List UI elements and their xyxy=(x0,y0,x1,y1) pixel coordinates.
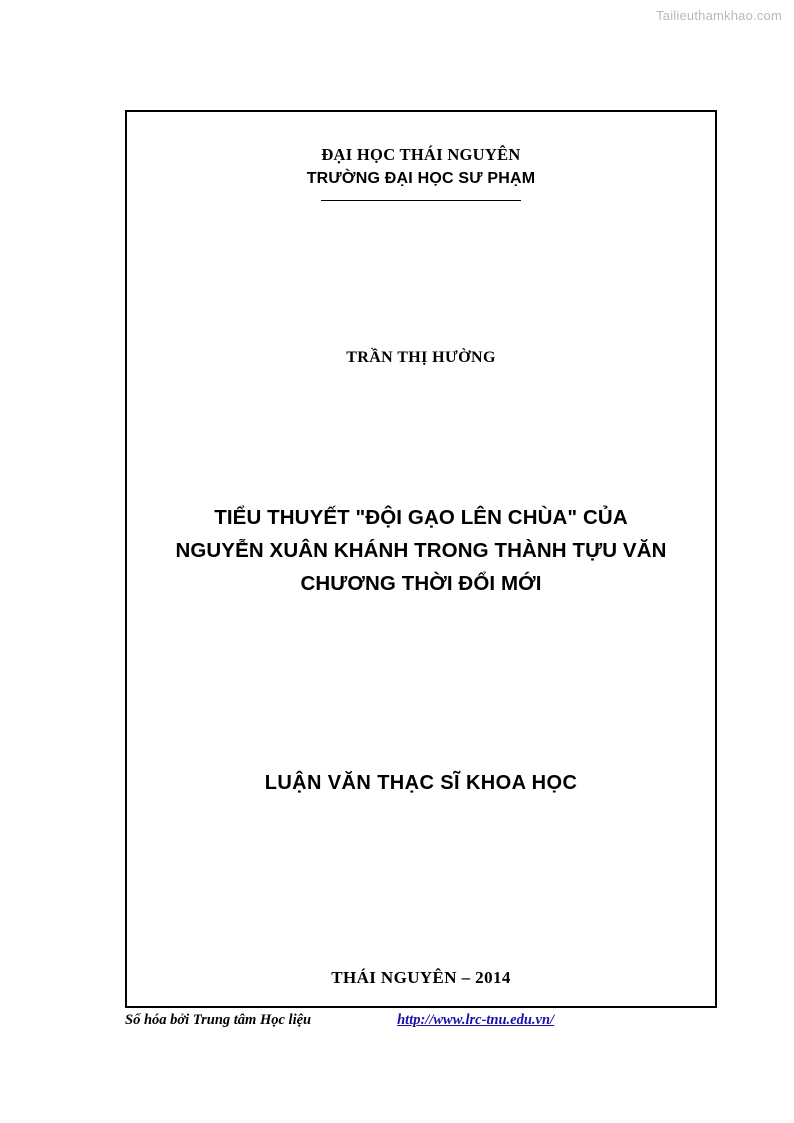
footer-link[interactable]: http://www.lrc-tnu.edu.vn/ xyxy=(397,1012,555,1028)
university-parent-name: ĐẠI HỌC THÁI NGUYÊN xyxy=(321,145,521,164)
university-name: TRƯỜNG ĐẠI HỌC SƯ PHẠM xyxy=(306,170,536,188)
footer-note: Số hóa bởi Trung tâm Học liệu xyxy=(125,1012,312,1028)
watermark-text: Tailieuthamkhao.com xyxy=(656,8,782,23)
author-name: TRẦN THỊ HƯỜNG xyxy=(346,348,496,366)
document-page-frame xyxy=(125,110,717,1008)
degree-label: LUẬN VĂN THẠC SĨ KHOA HỌC xyxy=(264,772,578,795)
cover-content xyxy=(127,112,715,1006)
thesis-title: TIỂU THUYẾT "ĐỘI GẠO LÊN CHÙA" CỦA NGUYỄN XUÂN KHÁNH TRONG THÀNH TỰU VĂN CHƯƠNG THỜI ĐỔI MỚI xyxy=(175,505,667,596)
place-and-year: THÁI NGUYÊN – 2014 xyxy=(331,968,511,987)
heading-divider xyxy=(321,200,521,201)
page-footer xyxy=(125,1012,717,1029)
university-heading xyxy=(163,144,679,201)
